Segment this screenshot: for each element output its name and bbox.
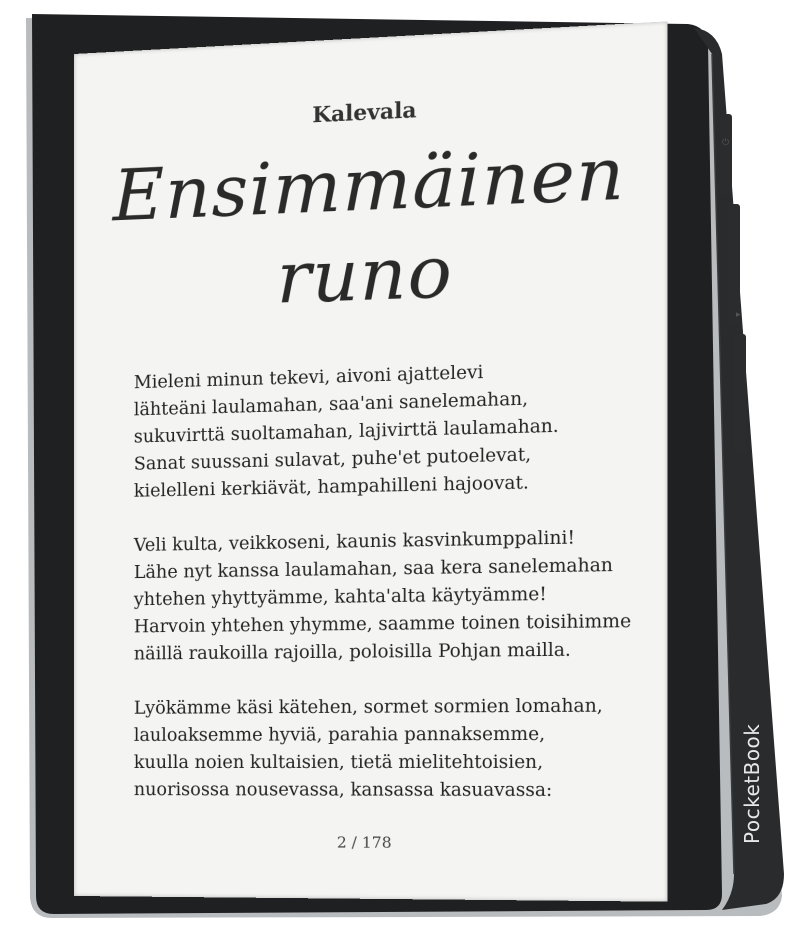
poem-line: Veli kulta, veikkoseni, kaunis kasvinkumppalini! (133, 528, 575, 557)
power-button[interactable] (720, 114, 732, 194)
page-back-button[interactable] (734, 334, 746, 454)
stanza (134, 524, 646, 669)
poem-line: Sanat suussani sulavat, puhe'et putoelevat, (133, 444, 532, 475)
reader-screen[interactable] (74, 21, 668, 901)
poem-line: lauloaksemme hyviä, parahia pannaksemme, (133, 724, 546, 746)
chapter-title-line2: runo (276, 229, 453, 321)
poem-line: näillä raukoilla rajoilla, poloisilla Pohjan mailla. (133, 640, 571, 665)
poem-line: lähteäni laulamahan, saa'ani sanelemahan, (133, 389, 529, 421)
page-forward-button[interactable] (728, 204, 740, 324)
poem-line: sukuvirttä suoltamahan, lajivirttä laulamahan. (133, 416, 559, 448)
chapter-title-line1: Ensimmäinen (112, 131, 626, 238)
poem-line: Lähe nyt kanssa laulamahan, saa kera sanelemahan (133, 555, 613, 584)
poem-line: kielelleni kerkiävät, hampahilleni hajoovat. (133, 472, 529, 502)
power-icon: ⏻ (722, 138, 730, 148)
page-indicator: 2 / 178 (336, 833, 392, 852)
poem-line: Harvoin yhtehen yhymme, saamme toinen toisihimme (133, 611, 632, 638)
poem-line: yhtehen yhyttyämme, kahta'alta käytyämme! (133, 584, 547, 611)
ereader-device (22, 14, 784, 918)
poem-line: nuorisossa nousevassa, kansassa kasuavassa: (133, 780, 553, 802)
arrow-forward-icon: ▸ (736, 310, 741, 320)
brand-logo: PocketBook (740, 723, 764, 844)
poem-line: Mieleni minun tekevi, aivoni ajattelevi (133, 362, 484, 394)
book-title: Kalevala (312, 96, 417, 128)
poem-line: Lyökämme käsi kätehen, sormet sormien lomahan, (133, 696, 603, 719)
poem-line: kuulla noien kultaisien, tietä mielitehtoisien, (133, 752, 544, 774)
stanza (134, 355, 646, 506)
stanza (134, 693, 646, 806)
poem-text (134, 355, 646, 834)
chapter-title (74, 126, 668, 330)
